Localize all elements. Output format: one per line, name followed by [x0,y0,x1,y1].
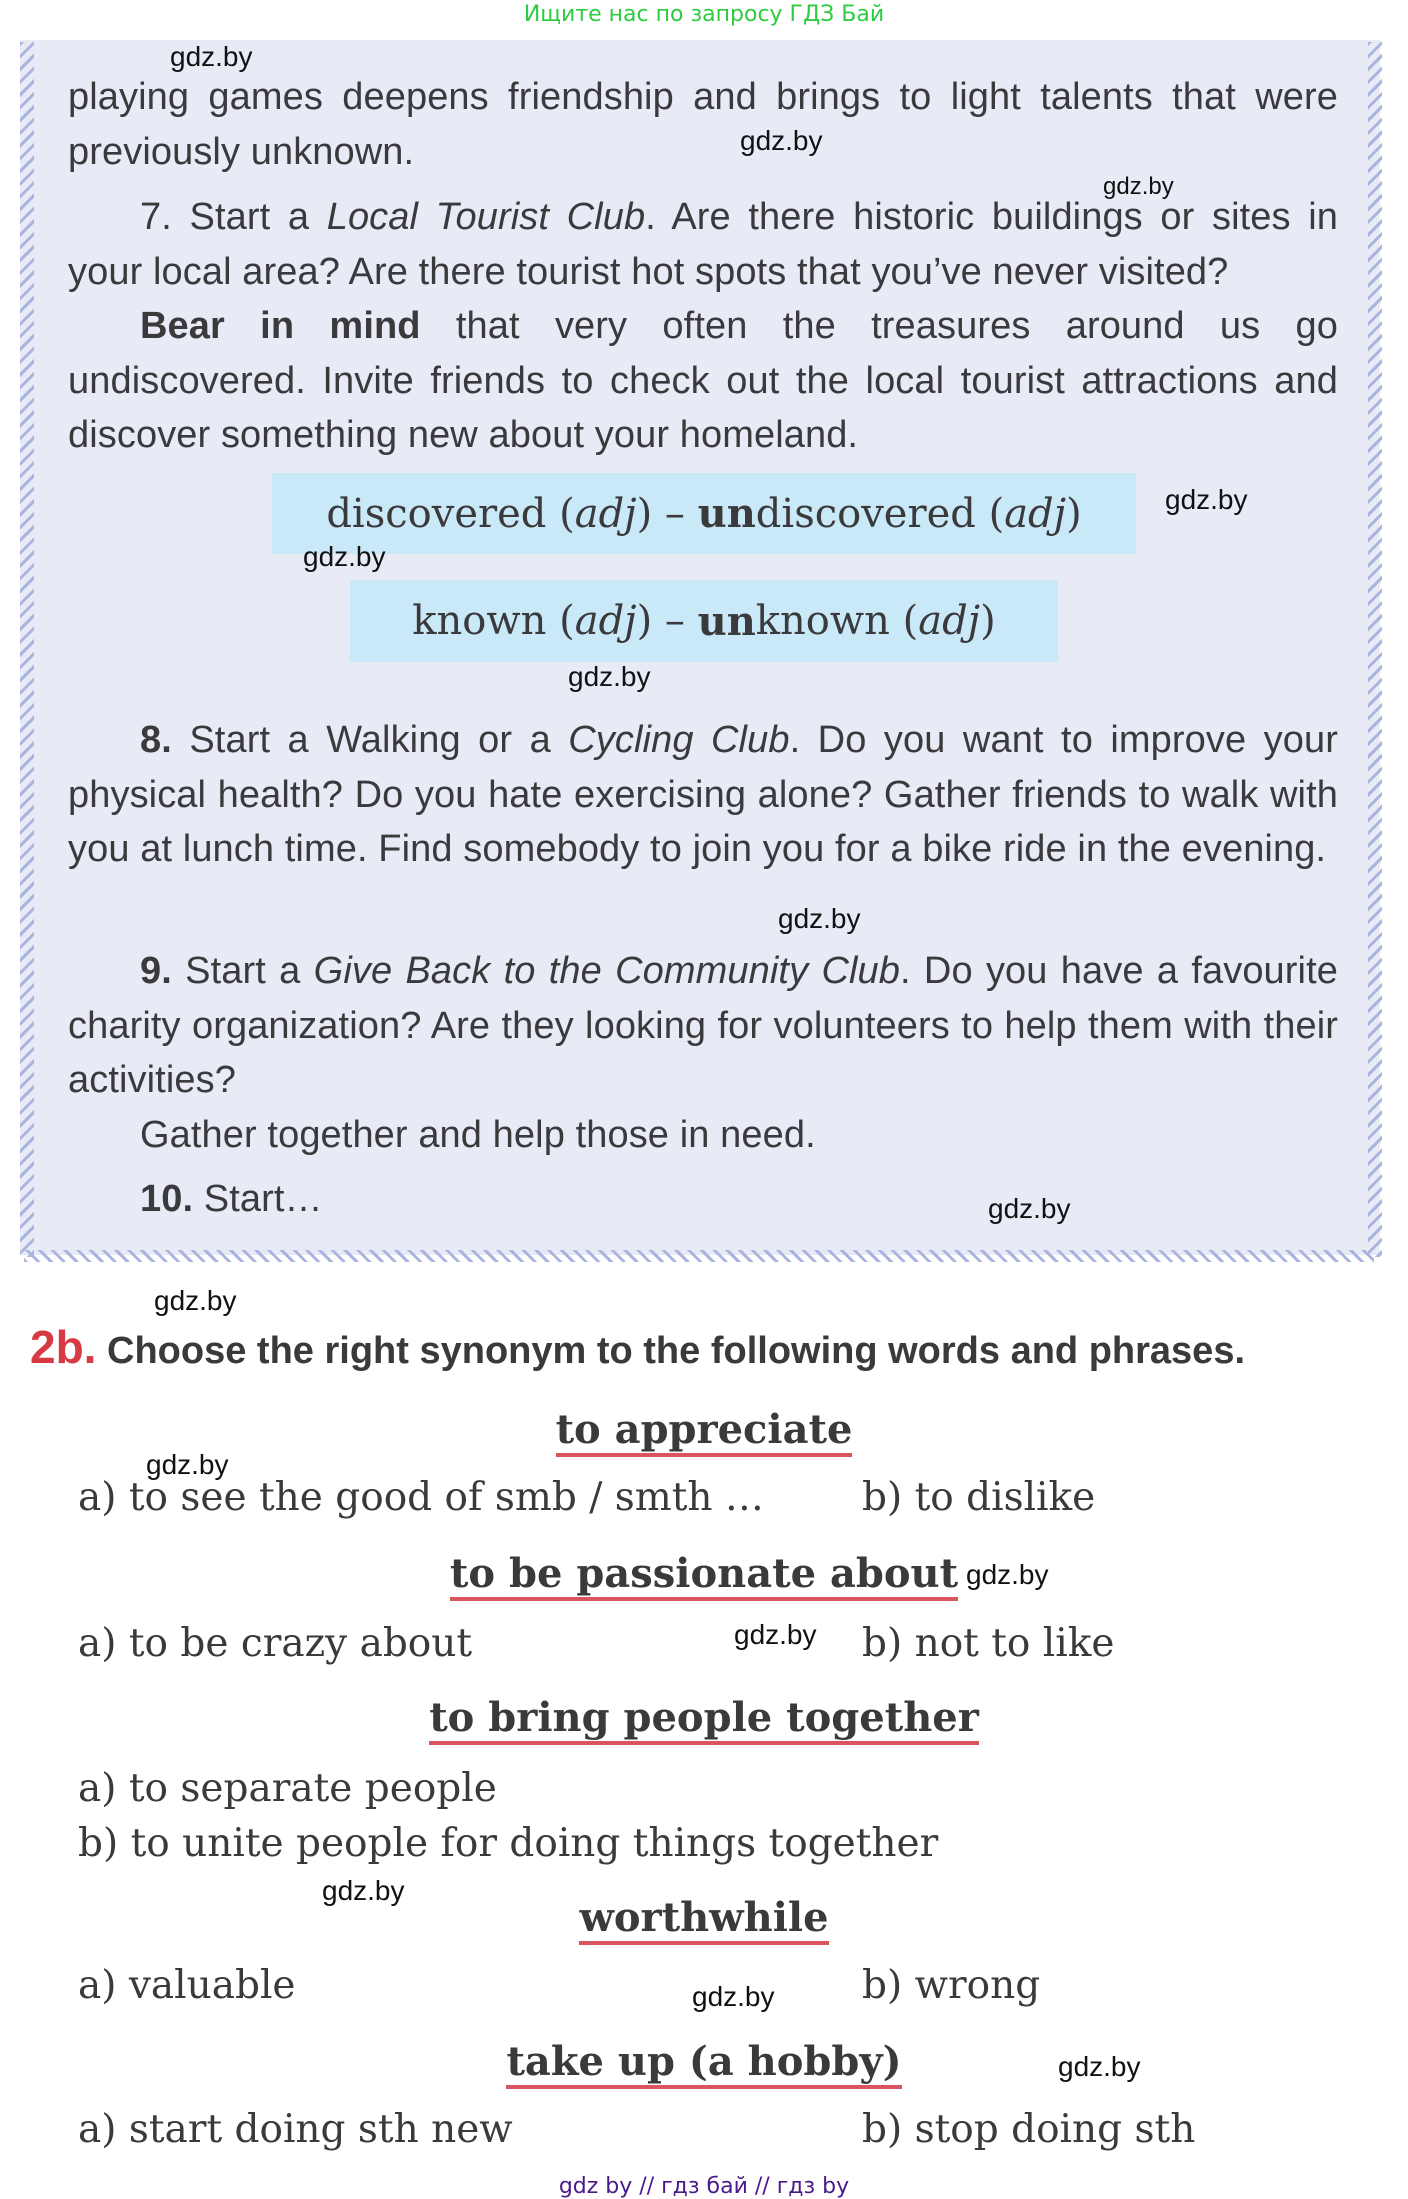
paragraph-intro: playing games deepens friendship and brings to light talents that were previously unknown. [68,76,1338,173]
option-a: a) to be crazy about [78,1621,473,1666]
item-number: 9. [140,950,172,992]
watermark: gdz.by [740,125,823,156]
hatch-border-bottom [24,1250,1374,1262]
club-name: Local Tourist Club [326,196,646,238]
club-name: Cycling Club [568,719,790,761]
option-a: a) valuable [78,1963,296,2008]
task-heading [30,1320,1245,1374]
prefix-un: un [697,490,756,537]
watermark: gdz.by [170,41,253,72]
synonym-term: to bring people together [0,1694,1408,1742]
synonym-term: to be passionate about [0,1550,1408,1598]
watermark: gdz.by [692,1981,775,2012]
bear-in-mind-phrase: Bear in mind [140,305,421,347]
watermark: gdz.by [146,1449,229,1480]
paragraph-item-9: 9. Start a Give Back to the Community Club. Do you have a favourite charity organization? Are they looking for volunteers to help them with their activities? [68,950,1338,1101]
synonym-term: worthwhile [0,1894,1408,1942]
watermark: gdz.by [1058,2051,1141,2082]
item-number: 10. [140,1178,194,1220]
paragraph-gather: Gather together and help those in need. [140,1114,816,1156]
footer-watermark: gdz by // гдз бай // гдз by [558,2174,850,2199]
hatch-border-left [20,42,34,1257]
option-b: b) not to like [862,1621,1115,1666]
option-a: a) start doing sth new [78,2107,513,2152]
paragraph-item-10: 10. Start… [140,1178,323,1220]
option-a: a) to separate people [78,1766,497,1811]
watermark: gdz.by [568,661,651,692]
option-b: b) stop doing sth [862,2107,1196,2152]
watermark: gdz.by [988,1193,1071,1224]
watermark: gdz.by [322,1875,405,1906]
watermark: gdz.by [778,903,861,934]
paragraph-bear-in-mind: Bear in mind that very often the treasures around us go undiscovered. Invite friends to check out the local tourist attractions and discover something new about your homeland. [68,305,1338,456]
paragraph-item-8: 8. Start a Walking or a Cycling Club. Do you want to improve your physical health? Do you hate exercising alone? Gather friends to walk with you at lunch time. Find somebody to join you for a bike ride in the evening. [68,719,1338,870]
task-instruction: Choose the right synonym to the following words and phrases. [96,1330,1246,1372]
watermark: gdz.by [303,541,386,572]
item-number: 8. [140,719,172,761]
watermark: gdz.by [734,1619,817,1650]
watermark: gdz.by [1165,484,1248,515]
watermark: gdz.by [1103,173,1174,200]
top-banner: Ищите нас по запросу ГДЗ Бай [523,2,885,27]
club-name: Give Back to the Community Club [313,950,900,992]
prefix-un: un [697,597,756,645]
option-a: a) to see the good of smb / smth … [78,1475,764,1520]
watermark: gdz.by [154,1285,237,1316]
watermark: gdz.by [966,1559,1049,1590]
synonym-term: take up (a hobby) [0,2038,1408,2086]
option-b: b) to unite people for doing things together [78,1821,939,1866]
item-number: 7. [140,196,172,238]
option-b: b) to dislike [862,1475,1096,1520]
synonym-term: to appreciate [0,1406,1408,1454]
word-pair-box: discovered ( adj ) – un discovered ( adj ) [272,473,1136,554]
option-b: b) wrong [862,1963,1041,2008]
hatch-border-right [1368,42,1382,1257]
task-number: 2b. [30,1321,97,1373]
paragraph-item-7: 7. Start a Local Tourist Club. Are there historic buildings or sites in your local area? Are there tourist hot spots that you’ve never visited? [68,196,1339,293]
word-pair-box: known ( adj ) – un known ( adj ) [350,580,1058,662]
